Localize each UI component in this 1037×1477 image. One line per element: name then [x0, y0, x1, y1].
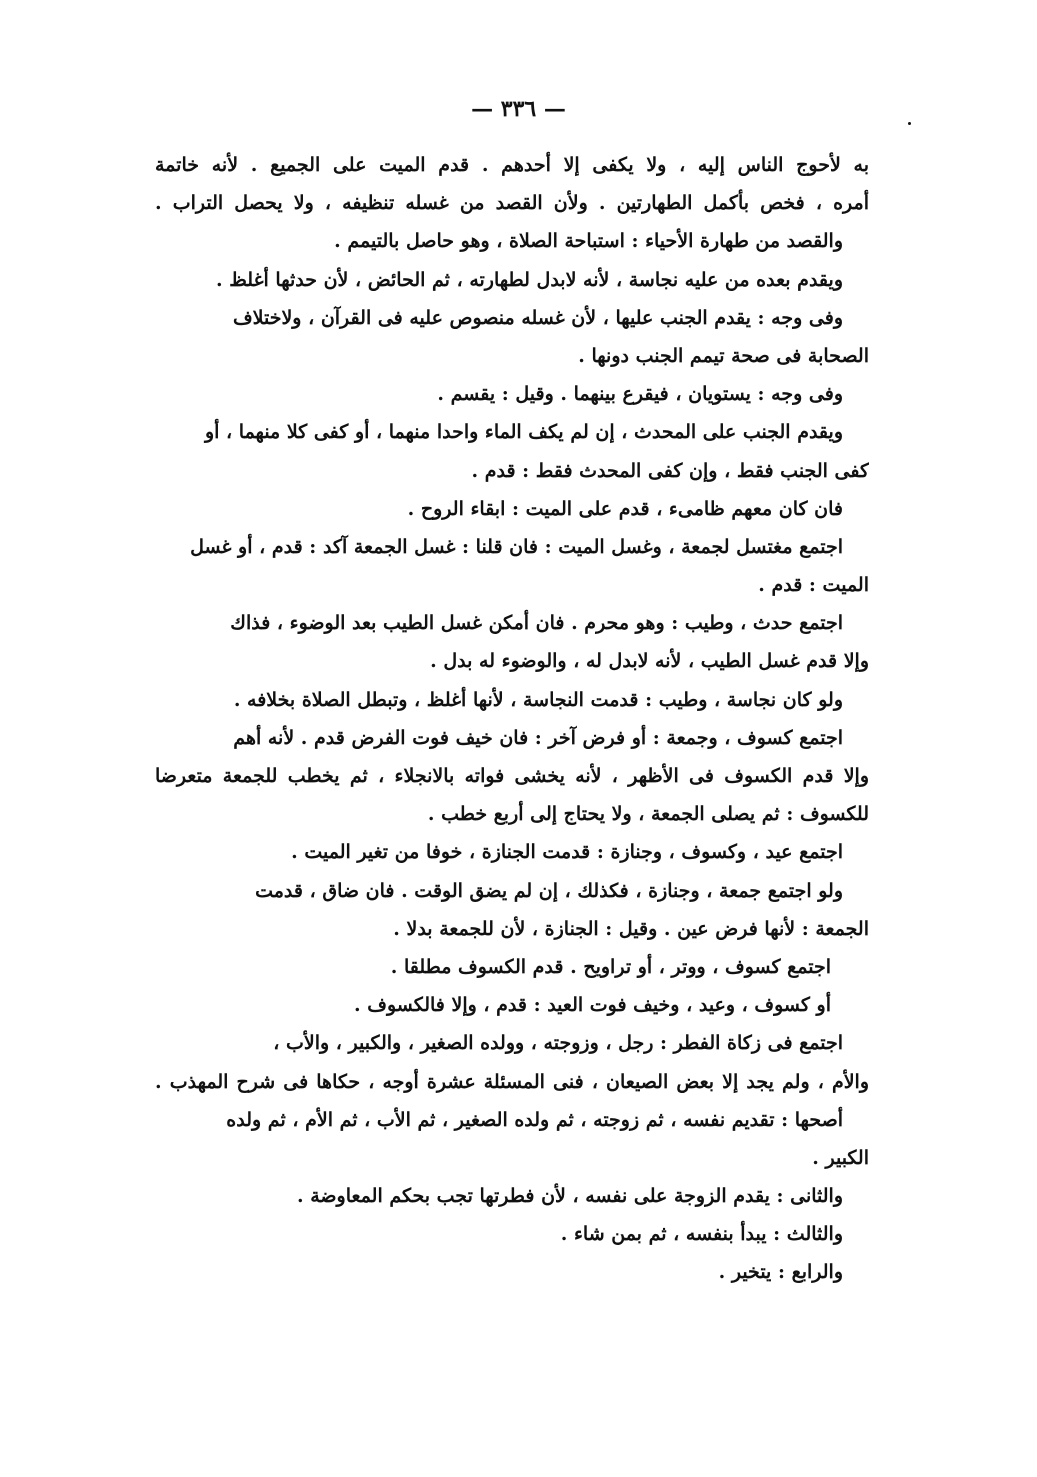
text-line: به لأحوج الناس إليه ، ولا يكفى إلا أحدهم . قدم الميت على الجميع . لأنه خاتمة: [155, 154, 869, 176]
text-line: ولو اجتمع جمعة ، وجنازة ، فكذلك ، إن لم يضق الوقت . فان ضاق ، قدمت: [255, 879, 843, 902]
page-number: — ٣٣٦ —: [471, 96, 566, 122]
text-line: وفى وجه : يقدم الجنب عليها ، لأن غسله منصوص عليه فى القرآن ، ولاختلاف: [232, 306, 843, 329]
text-line: كفى الجنب فقط ، وإن كفى المحدث فقط : قدم .: [471, 459, 869, 482]
text-line: للكسوف : ثم يصلى الجمعة ، ولا يحتاج إلى أربع خطب .: [427, 803, 869, 826]
text-line: الميت : قدم .: [758, 574, 869, 597]
text-line: أمره ، فخص بأكمل الطهارتين . ولأن القصد من غسله تنظيفه ، ولا يحصل التراب .: [155, 192, 869, 215]
body-text: [155, 146, 869, 1292]
text-line: وفى وجه : يستويان ، فيقرع بينهما . وقيل : يقسم .: [437, 383, 843, 406]
text-line: أصحها : تقديم نفسه ، ثم زوجته ، ثم ولده الصغير ، ثم الأب ، ثم الأم ، ثم ولده: [226, 1108, 843, 1131]
text-line: اجتمع فى زكاة الفطر : رجل ، وزوجته ، وولده الصغير ، والكبير ، والأب ،: [273, 1032, 843, 1055]
text-line: وإلا قدم غسل الطيب ، لأنه لابدل له ، والوضوء له بدل .: [430, 650, 869, 673]
text-line: اجتمع حدث ، وطيب : وهو محرم . فان أمكن غسل الطيب بعد الوضوء ، فذاك: [230, 612, 843, 635]
text-line: فان كان معهم ظامىء ، قدم على الميت : ابقاء الروح .: [407, 497, 843, 520]
text-line: اجتمع مغتسل لجمعة ، وغسل الميت : فان قلنا : غسل الجمعة آكد : قدم ، أو غسل: [190, 535, 843, 558]
text-line: والثالث : يبدأ بنفسه ، ثم بمن شاء .: [560, 1223, 843, 1246]
text-line: أو كسوف ، وعيد ، وخيف فوت العيد : قدم ، وإلا فالكسوف .: [354, 994, 831, 1017]
text-line: والثانى : يقدم الزوجة على نفسه ، لأن فطرتها تجب بحكم المعاوضة .: [297, 1185, 843, 1208]
text-line: ولو كان نجاسة ، وطيب : قدمت النجاسة ، لأنها أغلظ ، وتبطل الصلاة بخلافه .: [233, 688, 843, 711]
stray-dot: [908, 122, 911, 125]
text-line: ويقدم بعده من عليه نجاسة ، لأنه لابدل لطهارته ، ثم الحائض ، لأن حدثها أغلظ .: [216, 268, 843, 291]
text-line: الصحابة فى صحة تيمم الجنب دونها .: [578, 344, 869, 367]
text-line: والرابع : يتخير .: [718, 1261, 843, 1284]
text-line: ويقدم الجنب على المحدث ، إن لم يكف الماء واحدا منهما ، أو كفى كلا منهما ، أو: [204, 421, 843, 444]
text-line: الجمعة : لأنها فرض عين . وقيل : الجنازة ، لأن للجمعة بدلا .: [393, 917, 869, 940]
text-line: والأم ، ولم يجد إلا بعض الصيعان ، فنى المسئلة عشرة أوجه ، حكاها فى شرح المهذب .: [155, 1070, 869, 1093]
text-line: اجتمع كسوف ، ووتر ، أو تراويح . قدم الكسوف مطلقا .: [390, 955, 831, 978]
text-line: وإلا قدم الكسوف فى الأظهر ، لأنه يخشى فواته بالانجلاء ، ثم يخطب للجمعة متعرضا: [155, 765, 869, 787]
text-line: اجتمع كسوف ، وجمعة : أو فرض آخر : فان خيف فوت الفرض قدم . لأنه أهم: [233, 726, 843, 749]
text-line: اجتمع عيد ، وكسوف ، وجنازة : قدمت الجنازة ، خوفا من تغير الميت .: [291, 841, 843, 864]
text-line: والقصد من طهارة الأحياء : استباحة الصلاة ، وهو حاصل بالتيمم .: [334, 230, 843, 253]
text-line: الكبير .: [812, 1146, 869, 1169]
